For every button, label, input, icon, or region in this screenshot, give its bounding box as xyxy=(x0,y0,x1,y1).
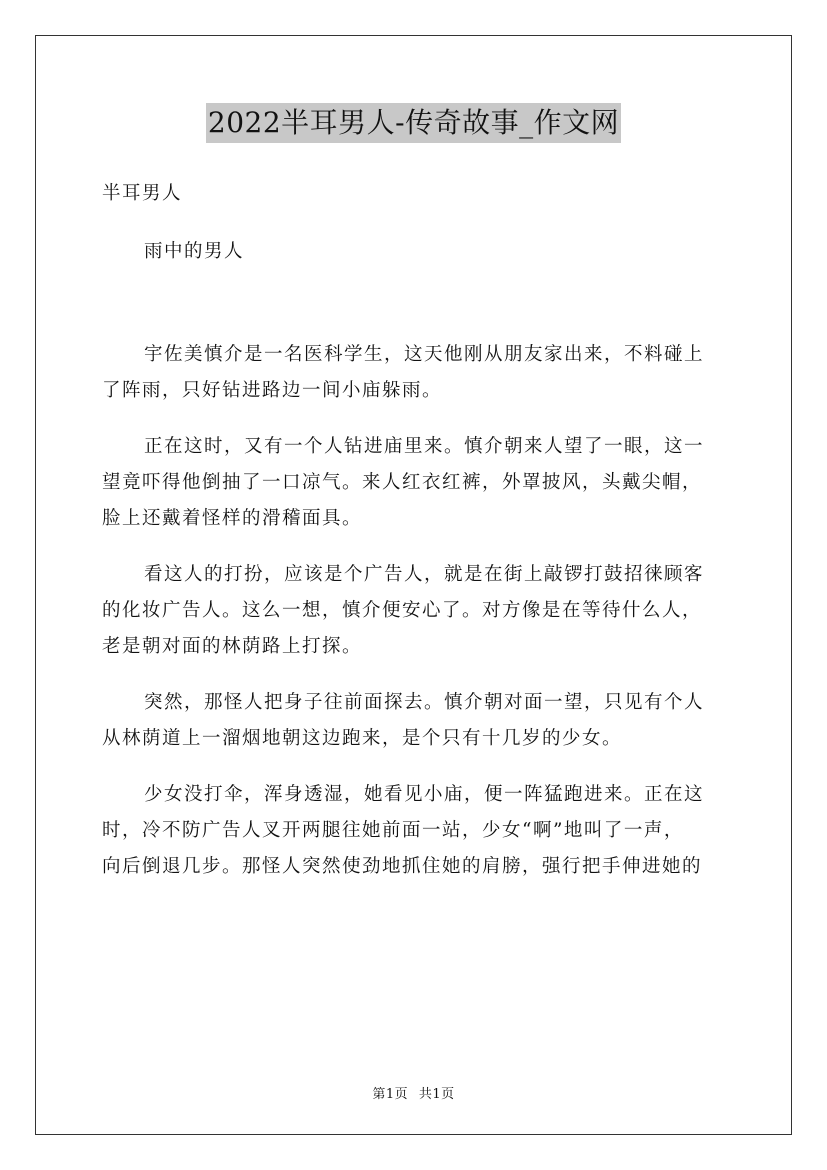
section-heading: 半耳男人 xyxy=(102,183,183,204)
paragraph-line: 脸上还戴着怪样的滑稽面具。 xyxy=(102,508,363,529)
document-title: 2022半耳男人-传奇故事_作文网 xyxy=(206,103,621,143)
paragraph-line: 少女没打伞，浑身透湿，她看见小庙，便一阵猛跑进来。正在这 xyxy=(144,784,705,805)
page-number: 第1页 xyxy=(372,1087,409,1102)
paragraph-line: 宇佐美慎介是一名医科学生，这天他刚从朋友家出来，不料碰上 xyxy=(144,344,705,365)
paragraph-gap xyxy=(102,665,730,685)
paragraph-gap xyxy=(102,409,730,429)
paragraph-line: 从林荫道上一溜烟地朝这边跑来，是个只有十几岁的少女。 xyxy=(102,728,623,749)
paragraph-line: 突然，那怪人把身子往前面探去。慎介朝对面一望，只见有个人 xyxy=(144,692,705,713)
blank-space xyxy=(102,270,730,337)
chapter-subheading: 雨中的男人 xyxy=(144,241,245,262)
paragraph-line: 了阵雨，只好钻进路边一间小庙躲雨。 xyxy=(102,380,443,401)
paragraph-line: 向后倒退几步。那怪人突然使劲地抓住她的肩膀，强行把手伸进她的 xyxy=(102,856,703,877)
paragraph-line: 望竟吓得他倒抽了一口凉气。来人红衣红裤，外罩披风，头戴尖帽， xyxy=(102,472,703,493)
paragraph xyxy=(102,685,730,757)
page-footer xyxy=(0,1083,827,1102)
paragraph xyxy=(102,777,730,885)
paragraph xyxy=(102,337,730,409)
page-total: 共1页 xyxy=(418,1087,455,1102)
paragraph-gap xyxy=(102,757,730,777)
title-wrap xyxy=(0,103,827,143)
paragraph-line: 看这人的打扮，应该是个广告人，就是在街上敲锣打鼓招徕顾客 xyxy=(144,564,705,585)
document-body xyxy=(102,176,730,885)
paragraph xyxy=(102,557,730,665)
paragraph-line: 老是朝对面的林荫路上打探。 xyxy=(102,636,363,657)
paragraph-gap xyxy=(102,537,730,557)
paragraph-line: 时，冷不防广告人叉开两腿往她前面一站，少女“啊”地叫了一声， xyxy=(102,820,684,841)
paragraph-line: 的化妆广告人。这么一想，慎介便安心了。对方像是在等待什么人， xyxy=(102,600,703,621)
paragraph-line: 正在这时，又有一个人钻进庙里来。慎介朝来人望了一眼，这一 xyxy=(144,436,705,457)
paragraph xyxy=(102,429,730,537)
